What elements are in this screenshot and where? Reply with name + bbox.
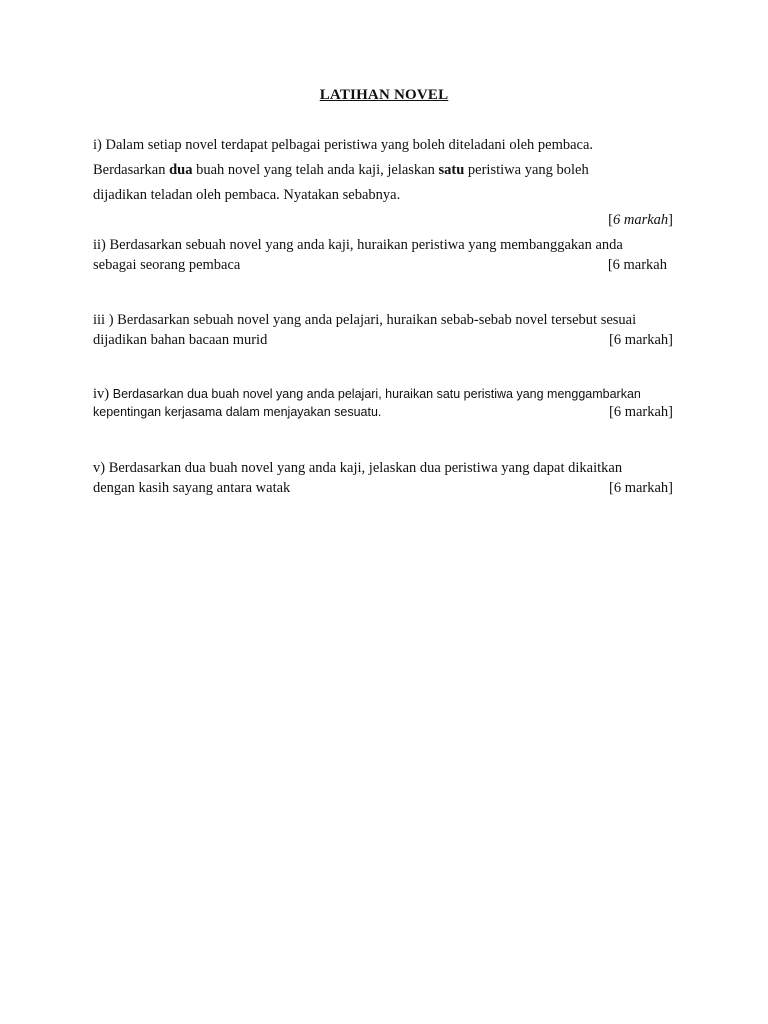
question-1-line-2-pre: Berdasarkan xyxy=(93,162,170,178)
question-4-line-1 xyxy=(93,386,673,404)
question-3-mark: [6 markah] xyxy=(608,332,673,348)
question-4-prefix: iv) xyxy=(93,386,113,402)
question-3-line-2 xyxy=(93,332,673,352)
question-1-line-1: i) Dalam setiap novel terdapat pelbagai peristiwa yang boleh diteladani oleh pembaca. xyxy=(93,137,594,153)
question-2 xyxy=(93,237,673,277)
question-1-mark-close: ] xyxy=(668,212,673,228)
question-1-mark-open: [ xyxy=(608,212,613,228)
question-3 xyxy=(93,312,673,352)
question-3-line-2-text: dijadikan bahan bacaan murid xyxy=(93,332,268,348)
question-1-mark xyxy=(608,212,673,229)
question-2-line-2 xyxy=(93,257,673,277)
question-4-line-2 xyxy=(93,404,673,424)
document-title: LATIHAN NOVEL xyxy=(319,87,449,103)
question-1-mark-line xyxy=(93,212,673,234)
question-4 xyxy=(93,386,673,424)
question-5-mark: [6 markah] xyxy=(608,480,673,496)
question-1-emphasis-satu: satu xyxy=(438,162,465,178)
question-2-line-2-text: sebagai seorang pembaca xyxy=(93,257,241,273)
question-1-line-2 xyxy=(93,162,673,187)
question-1-line-3: dijadikan teladan oleh pembaca. Nyatakan sebabnya. xyxy=(93,187,401,203)
question-2-mark: [6 markah xyxy=(607,257,667,273)
question-5 xyxy=(93,460,673,500)
question-1-mark-text: 6 markah xyxy=(612,212,669,228)
question-5-line-1: v) Berdasarkan dua buah novel yang anda kaji, jelaskan dua peristiwa yang dapat dikaitkan xyxy=(93,460,623,476)
question-2-line-1: ii) Berdasarkan sebuah novel yang anda kaji, huraikan peristiwa yang membanggakan anda xyxy=(93,237,623,253)
question-3-line-1: iii ) Berdasarkan sebuah novel yang anda pelajari, huraikan sebab-sebab novel tersebut sesuai xyxy=(93,312,637,328)
question-5-line-2-text: dengan kasih sayang antara watak xyxy=(93,480,291,496)
question-1-emphasis-dua: dua xyxy=(169,162,193,178)
question-4-mark: [6 markah] xyxy=(608,404,673,420)
question-5-line-2 xyxy=(93,480,673,500)
question-1-line-2-mid: buah novel yang telah anda kaji, jelaskan xyxy=(192,162,439,178)
question-4-line-1-text: Berdasarkan dua buah novel yang anda pelajari, huraikan satu peristiwa yang menggambarkan xyxy=(112,387,641,401)
question-1 xyxy=(93,137,673,234)
question-4-line-2-text: kepentingan kerjasama dalam menjayakan sesuatu. xyxy=(93,405,382,419)
question-1-line-2-post: peristiwa yang boleh xyxy=(464,162,589,178)
